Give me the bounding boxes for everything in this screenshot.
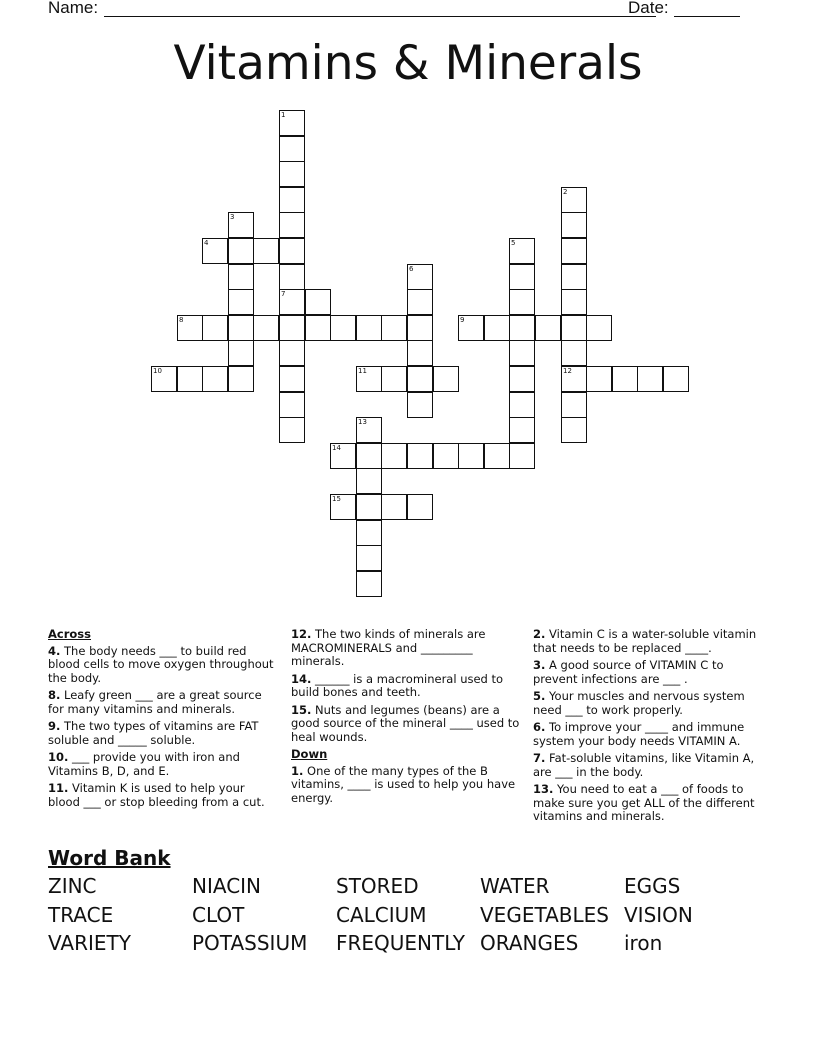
- grid-cell[interactable]: [484, 315, 510, 341]
- grid-cell[interactable]: [407, 315, 433, 341]
- clue-across-12: [291, 628, 523, 669]
- clue-across-9: [48, 720, 278, 747]
- clue-down-6: [533, 721, 765, 748]
- grid-cell[interactable]: [381, 494, 407, 520]
- clues-column-3: [533, 628, 765, 828]
- across-heading: Across: [48, 627, 91, 641]
- clue-number-label: 5: [511, 239, 516, 247]
- grid-cell[interactable]: [177, 366, 203, 392]
- word-bank-item: STORED: [336, 874, 419, 898]
- grid-cell[interactable]: [381, 366, 407, 392]
- clue-text: Your muscles and nervous system need ___ to work properly.: [533, 689, 745, 717]
- word-bank-item: VARIETY: [48, 931, 131, 955]
- grid-cell[interactable]: [279, 264, 305, 290]
- grid-cell[interactable]: [509, 264, 535, 290]
- grid-cell[interactable]: [586, 315, 612, 341]
- clue-text: Vitamin C is a water-soluble vitamin that needs to be replaced ____.: [533, 627, 757, 655]
- clue-down-13: [533, 783, 765, 824]
- grid-cell[interactable]: [407, 392, 433, 418]
- grid-cell[interactable]: [279, 315, 305, 341]
- grid-cell[interactable]: [561, 417, 587, 443]
- grid-cell[interactable]: [433, 366, 459, 392]
- grid-cell[interactable]: [561, 340, 587, 366]
- grid-cell[interactable]: [253, 238, 279, 264]
- grid-cell[interactable]: [279, 366, 305, 392]
- word-bank-item: VEGETABLES: [480, 903, 609, 927]
- grid-cell[interactable]: [202, 366, 228, 392]
- clue-text: The body needs ___ to build red blood cells to move oxygen throughout the body.: [48, 643, 274, 685]
- clue-number-label: 11: [358, 367, 367, 375]
- clue-down-7: [533, 752, 765, 779]
- grid-cell[interactable]: [228, 238, 254, 264]
- grid-cell[interactable]: [433, 443, 459, 469]
- clue-number-label: 10: [153, 367, 162, 375]
- word-bank-item: iron: [624, 931, 663, 955]
- grid-cell[interactable]: [356, 494, 382, 520]
- clue-text: A good source of VITAMIN C to prevent infections are ___ .: [533, 658, 724, 686]
- grid-cell[interactable]: [407, 443, 433, 469]
- clue-number: 4.: [48, 643, 61, 658]
- clue-number: 6.: [533, 720, 546, 734]
- clue-number: 8.: [48, 688, 61, 702]
- clue-number: 12.: [291, 627, 312, 641]
- grid-cell[interactable]: [356, 468, 382, 494]
- grid-cell[interactable]: [228, 315, 254, 341]
- grid-cell[interactable]: [509, 289, 535, 315]
- clue-down-2: [533, 628, 765, 655]
- grid-cell[interactable]: [279, 289, 305, 315]
- clue-number: 7.: [533, 751, 546, 765]
- clue-number-label: 4: [204, 239, 209, 247]
- grid-cell[interactable]: [484, 443, 510, 469]
- clue-text: You need to eat a ___ of foods to make sure you get ALL of the different vitamins and minerals.: [533, 782, 755, 823]
- word-bank-title: Word Bank: [48, 846, 171, 870]
- grid-cell[interactable]: [458, 315, 484, 341]
- grid-cell[interactable]: [356, 571, 382, 597]
- word-bank-item: ORANGES: [480, 931, 579, 955]
- grid-cell[interactable]: [253, 315, 279, 341]
- grid-cell[interactable]: [407, 264, 433, 290]
- grid-cell[interactable]: [561, 212, 587, 238]
- down-heading: Down: [291, 747, 328, 761]
- clue-text: The two kinds of minerals are MACROMINERALS and _________ minerals.: [291, 627, 486, 668]
- grid-cell[interactable]: [279, 392, 305, 418]
- grid-cell[interactable]: [177, 315, 203, 341]
- grid-cell[interactable]: [279, 417, 305, 443]
- clue-number: 14.: [291, 671, 312, 686]
- clue-number-label: 7: [281, 290, 286, 298]
- grid-cell[interactable]: [561, 264, 587, 290]
- clues-column-1: [48, 628, 278, 813]
- grid-cell[interactable]: [458, 443, 484, 469]
- word-bank-item: POTASSIUM: [192, 931, 308, 955]
- word-bank-item: ZINC: [48, 874, 97, 898]
- grid-cell[interactable]: [305, 289, 331, 315]
- grid-cell[interactable]: [407, 340, 433, 366]
- clue-down-5: [533, 690, 765, 717]
- clue-text: Leafy green ___ are a great source for many vitamins and minerals.: [48, 688, 262, 716]
- grid-cell[interactable]: [228, 366, 254, 392]
- grid-cell[interactable]: [407, 366, 433, 392]
- grid-cell[interactable]: [663, 366, 689, 392]
- clue-text: ___ provide you with iron and Vitamins B, D, and E.: [48, 750, 240, 778]
- grid-cell[interactable]: [637, 366, 663, 392]
- grid-cell[interactable]: [279, 212, 305, 238]
- word-bank-item: EGGS: [624, 874, 681, 898]
- grid-cell[interactable]: [586, 366, 612, 392]
- grid-cell[interactable]: [356, 520, 382, 546]
- clue-number: 15.: [291, 702, 312, 717]
- clues-column-2: [291, 628, 523, 809]
- clue-number: 3.: [533, 658, 546, 672]
- grid-cell[interactable]: [330, 494, 356, 520]
- clue-text: One of the many types of the B vitamins, ____ is used to help you have energy.: [291, 763, 516, 805]
- grid-cell[interactable]: [279, 161, 305, 187]
- clue-number: 10.: [48, 750, 69, 764]
- grid-cell[interactable]: [561, 238, 587, 264]
- clue-number-label: 2: [563, 188, 568, 196]
- grid-cell[interactable]: [356, 366, 382, 392]
- grid-cell[interactable]: [509, 443, 535, 469]
- grid-cell[interactable]: [330, 443, 356, 469]
- grid-cell[interactable]: [561, 392, 587, 418]
- grid-cell[interactable]: [228, 212, 254, 238]
- grid-cell[interactable]: [356, 417, 382, 443]
- grid-cell[interactable]: [509, 366, 535, 392]
- grid-cell[interactable]: [509, 315, 535, 341]
- grid-cell[interactable]: [356, 545, 382, 571]
- clue-across-8: [48, 689, 278, 716]
- clue-number: 13.: [533, 782, 554, 796]
- grid-cell[interactable]: [561, 187, 587, 213]
- grid-cell[interactable]: [561, 315, 587, 341]
- clue-number: 5.: [533, 689, 546, 703]
- grid-cell[interactable]: [407, 494, 433, 520]
- clue-text: The two types of vitamins are FAT soluble and _____ soluble.: [48, 719, 259, 747]
- clue-text: Vitamin K is used to help your blood ___ or stop bleeding from a cut.: [48, 781, 265, 809]
- grid-cell[interactable]: [509, 340, 535, 366]
- clue-number: 2.: [533, 627, 546, 641]
- grid-cell[interactable]: [381, 315, 407, 341]
- clue-number-label: 14: [332, 444, 341, 452]
- clue-across-10: [48, 751, 278, 778]
- grid-cell[interactable]: [151, 366, 177, 392]
- word-bank-item: WATER: [480, 874, 550, 898]
- grid-cell[interactable]: [509, 392, 535, 418]
- word-bank-item: NIACIN: [192, 874, 262, 898]
- grid-cell[interactable]: [279, 136, 305, 162]
- grid-cell[interactable]: [407, 289, 433, 315]
- page-title: Vitamins & Minerals: [173, 36, 643, 91]
- clue-number-label: 1: [281, 111, 286, 119]
- clue-text: To improve your ____ and immune system your body needs VITAMIN A.: [533, 720, 745, 748]
- grid-cell[interactable]: [202, 238, 228, 264]
- clue-number-label: 8: [179, 316, 184, 324]
- clue-number-label: 13: [358, 418, 367, 426]
- clue-text: Fat-soluble vitamins, like Vitamin A, are ___ in the body.: [533, 751, 755, 779]
- clue-across-14: [291, 673, 523, 700]
- clue-text: ______ is a macromineral used to build bones and teeth.: [291, 671, 504, 699]
- clue-number-label: 15: [332, 495, 341, 503]
- clue-number-label: 12: [563, 367, 572, 375]
- grid-cell[interactable]: [509, 417, 535, 443]
- grid-cell[interactable]: [535, 315, 561, 341]
- clue-text: Nuts and legumes (beans) are a good source of the mineral ____ used to heal wounds.: [291, 702, 520, 744]
- clue-number-label: 3: [230, 213, 235, 221]
- clue-number: 1.: [291, 763, 304, 778]
- grid-cell[interactable]: [330, 315, 356, 341]
- grid-cell[interactable]: [509, 238, 535, 264]
- word-bank-item: CLOT: [192, 903, 245, 927]
- word-bank-item: FREQUENTLY: [336, 931, 465, 955]
- grid-cell[interactable]: [228, 340, 254, 366]
- clue-down-1: [291, 765, 523, 806]
- clue-across-15: [291, 704, 523, 745]
- grid-cell[interactable]: [612, 366, 638, 392]
- grid-cell[interactable]: [356, 315, 382, 341]
- clue-number-label: 9: [460, 316, 465, 324]
- clue-down-3: [533, 659, 765, 686]
- grid-cell[interactable]: [561, 366, 587, 392]
- grid-cell[interactable]: [279, 340, 305, 366]
- grid-cell[interactable]: [279, 238, 305, 264]
- clue-number: 9.: [48, 719, 61, 733]
- date-label: Date:: [628, 0, 669, 17]
- word-bank-item: VISION: [624, 903, 693, 927]
- name-label: Name:: [48, 0, 99, 17]
- clue-across-11: [48, 782, 278, 809]
- word-bank-item: TRACE: [48, 903, 114, 927]
- word-bank-item: CALCIUM: [336, 903, 427, 927]
- clue-across-4: [48, 645, 278, 686]
- grid-cell[interactable]: [381, 443, 407, 469]
- grid-cell[interactable]: [561, 289, 587, 315]
- grid-cell[interactable]: [228, 264, 254, 290]
- grid-cell[interactable]: [356, 443, 382, 469]
- grid-cell[interactable]: [279, 110, 305, 136]
- grid-cell[interactable]: [279, 187, 305, 213]
- grid-cell[interactable]: [228, 289, 254, 315]
- grid-cell[interactable]: [305, 315, 331, 341]
- clue-number: 11.: [48, 781, 69, 795]
- grid-cell[interactable]: [202, 315, 228, 341]
- clue-number-label: 6: [409, 265, 414, 273]
